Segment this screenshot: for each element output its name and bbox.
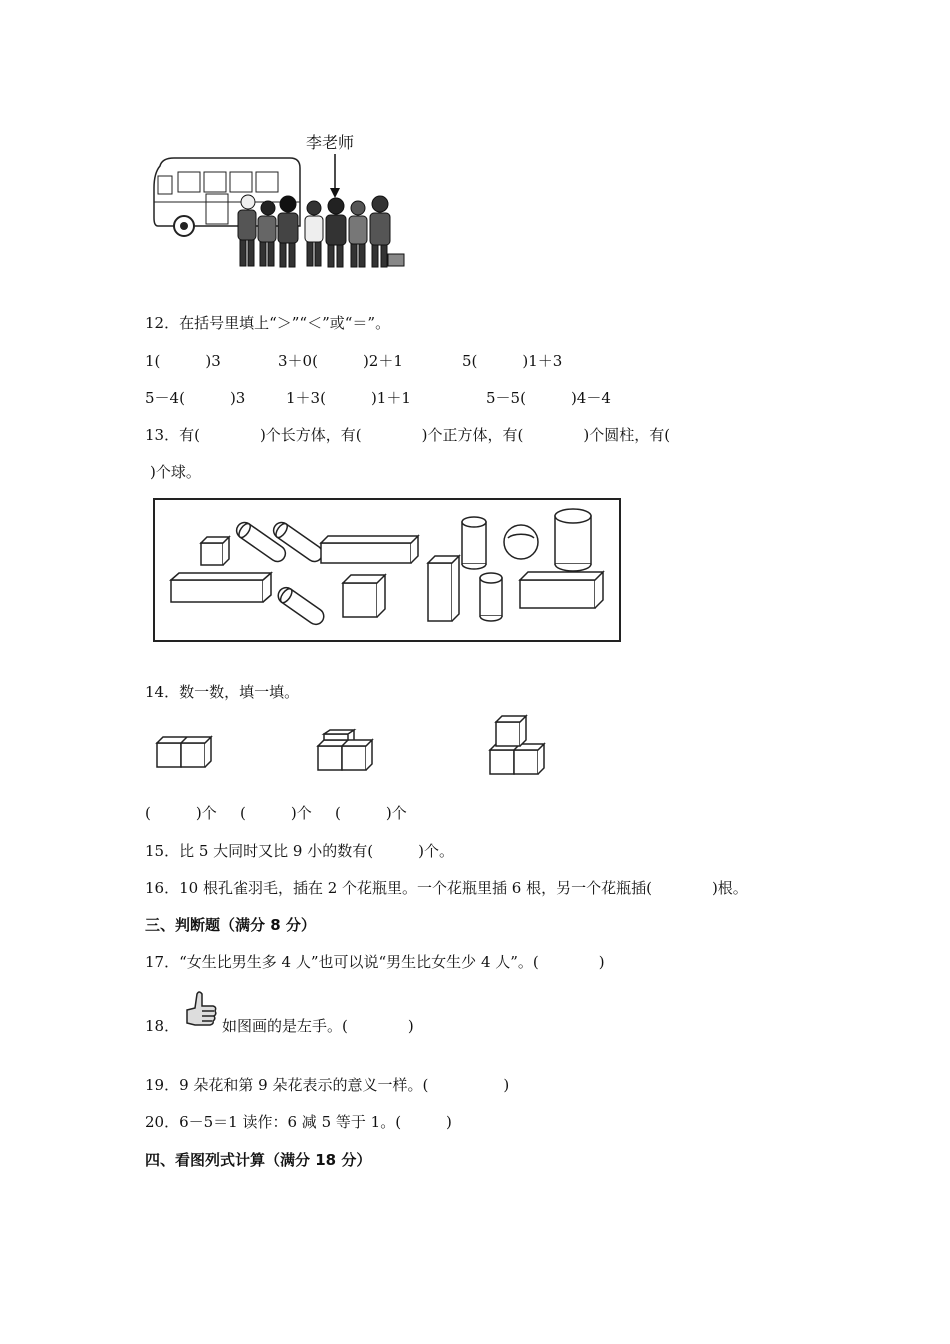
q18-text: 如图画的是左手。( ) [222, 1017, 414, 1035]
bus-illustration [140, 128, 415, 278]
sphere [504, 525, 538, 559]
q12-row2-a: 5－4( )3 [145, 389, 246, 407]
cube-2 [343, 583, 377, 617]
cube-1 [201, 543, 223, 565]
q14-answer-1: ( )个 [145, 804, 217, 822]
q12-row1-a: 1( )3 [145, 352, 221, 370]
q12-row2-c: 5－5( )4－4 [486, 389, 611, 407]
q20: 20．6－5＝1 读作：6 减 5 等于 1。( ) [145, 1113, 452, 1131]
cuboid-1 [321, 543, 411, 563]
cubes-figure-1 [155, 735, 215, 775]
q16: 16．10 根孔雀羽毛，插在 2 个花瓶里。一个花瓶里插 6 根，另一个花瓶插( )根。 [145, 879, 748, 897]
q19: 19．9 朵花和第 9 朵花表示的意义一样。( ) [145, 1076, 510, 1094]
q18-number: 18． [145, 1017, 180, 1035]
q15: 15．比 5 大同时又比 9 小的数有( )个。 [145, 842, 454, 860]
q12-row1-b: 3＋0( )2＋1 [278, 352, 403, 370]
cubes-figure-2 [316, 730, 376, 775]
cuboid-3 [428, 563, 452, 621]
bus-figure [140, 128, 415, 278]
section3-title: 三、判断题（满分 8 分） [145, 916, 316, 934]
q13-line1: 13．有( )个长方体，有( )个正方体，有( )个圆柱，有( [145, 426, 671, 444]
solids-figure [153, 498, 623, 643]
q14-answer-2: ( )个 [240, 804, 312, 822]
q14-answer-3: ( )个 [335, 804, 407, 822]
q17: 17．“女生比男生多 4 人”也可以说“男生比女生少 4 人”。( ) [145, 953, 605, 971]
cuboid-4 [520, 580, 595, 608]
q13-line2: )个球。 [150, 463, 201, 481]
teacher-label: 李老师 [306, 133, 355, 152]
cylinder-1 [462, 522, 486, 564]
cubes-figure-3 [488, 714, 553, 778]
q12-row1-c: 5( )1＋3 [462, 352, 563, 370]
thumbs-up-icon [183, 990, 219, 1028]
q12-row2-b: 1＋3( )1＋1 [286, 389, 411, 407]
q14-title: 14．数一数，填一填。 [145, 683, 300, 701]
section4-title: 四、看图列式计算（满分 18 分） [145, 1151, 372, 1169]
q12-title: 12．在括号里填上“＞”“＜”或“＝”。 [145, 314, 391, 332]
cuboid-2 [171, 580, 263, 602]
